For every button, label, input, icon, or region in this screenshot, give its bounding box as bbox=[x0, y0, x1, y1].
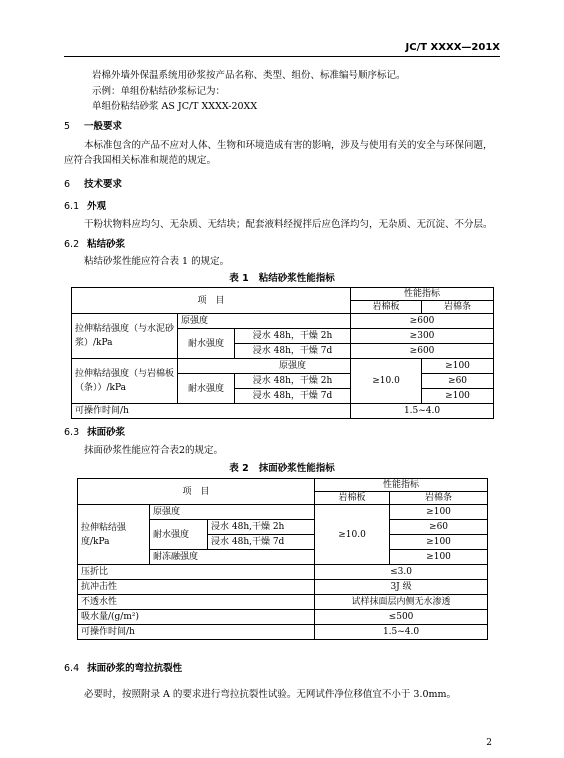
table-row bbox=[78, 505, 488, 520]
caption-number: 表 1 bbox=[229, 273, 249, 284]
header-rock-wool-strip: 岩棉条 bbox=[390, 492, 488, 505]
table-row bbox=[78, 625, 488, 640]
document-code: JC/T XXXX—201X bbox=[405, 42, 500, 53]
cell-value: ≥10.0 bbox=[315, 505, 390, 565]
section-number: 5 bbox=[64, 121, 71, 132]
row-label: 拉伸粘结强度（与水泥砂浆）/kPa bbox=[72, 314, 178, 359]
section-6-heading bbox=[64, 176, 122, 190]
cell-value: 3J 级 bbox=[315, 580, 488, 595]
condition-label: 浸水 48h，干燥 2h bbox=[235, 329, 351, 344]
section-title: 抹面砂浆的弯拉抗裂性 bbox=[87, 663, 183, 674]
cell-value: ≤3.0 bbox=[315, 565, 488, 580]
caption-title: 粘结砂浆性能指标 bbox=[258, 273, 335, 284]
condition-label: 浸水 48h,干燥 2h bbox=[208, 520, 315, 535]
cell-value: 试样抹面层内侧无水渗透 bbox=[315, 595, 488, 610]
cell-value: ≥100 bbox=[390, 505, 488, 520]
table-row bbox=[72, 288, 494, 301]
sub-label: 耐冻融强度 bbox=[150, 550, 315, 565]
header-rule bbox=[64, 56, 500, 57]
section-6-1-para: 干粉状物料应均匀、无杂质、无结块；配套液料经搅拌后应色泽均匀，无杂质、无沉淀、不分层。 bbox=[84, 219, 493, 230]
table-row bbox=[78, 595, 488, 610]
section-title: 抹面砂浆 bbox=[87, 427, 126, 438]
condition-label: 浸水 48h，干燥 7d bbox=[235, 344, 351, 359]
section-5-heading bbox=[64, 118, 122, 132]
section-number: 6.4 bbox=[64, 663, 80, 674]
section-6-1-heading bbox=[64, 198, 106, 212]
header-rock-wool-strip: 岩棉条 bbox=[422, 301, 494, 314]
cell-value: ≥100 bbox=[422, 389, 494, 404]
row-label: 拉伸粘结强度（与岩棉板（条））/kPa bbox=[72, 359, 178, 404]
row-label: 抗冲击性 bbox=[78, 580, 315, 595]
table-row bbox=[78, 610, 488, 625]
row-label: 不透水性 bbox=[78, 595, 315, 610]
table-row bbox=[72, 359, 494, 374]
header-item: 项 目 bbox=[78, 479, 315, 505]
cell-value: ≥100 bbox=[390, 550, 488, 565]
caption-title: 抹面砂浆性能指标 bbox=[258, 463, 335, 474]
section-6-2-heading bbox=[64, 236, 125, 250]
table-row bbox=[78, 580, 488, 595]
table-1-caption bbox=[0, 270, 564, 284]
header-performance: 性能指标 bbox=[351, 288, 494, 301]
intro-line-1: 岩棉外墙外保温系统用砂浆按产品名称、类型、组份、标准编号顺序标记。 bbox=[92, 70, 406, 81]
cell-value: ≥60 bbox=[390, 520, 488, 535]
row-label: 压折比 bbox=[78, 565, 315, 580]
header-item: 项 目 bbox=[72, 288, 351, 314]
section-6-3-heading bbox=[64, 424, 125, 438]
table-row bbox=[78, 479, 488, 492]
sub-label: 原强度 bbox=[150, 505, 315, 520]
sub-label: 原强度 bbox=[178, 359, 351, 374]
section-5-para-line-1: 本标准包含的产品不应对人体、生物和环境造成有害的影响，涉及与使用有关的安全与环保问题， bbox=[84, 140, 493, 151]
section-5-para-line-2: 应符合我国相关标准和规范的规定。 bbox=[64, 155, 217, 166]
section-6-3-para: 抹面砂浆性能应符合表2的规定。 bbox=[84, 445, 224, 456]
cell-value: ≥60 bbox=[422, 374, 494, 389]
row-label: 拉伸粘结强度/kPa bbox=[78, 505, 150, 565]
cell-value: 1.5~4.0 bbox=[351, 404, 494, 419]
sub-label: 耐水强度 bbox=[150, 520, 208, 550]
cell-value: ≥300 bbox=[351, 329, 494, 344]
condition-label: 浸水 48h，干燥 7d bbox=[235, 389, 351, 404]
section-number: 6 bbox=[64, 179, 71, 190]
cell-value: ≥600 bbox=[351, 344, 494, 359]
section-title: 粘结砂浆 bbox=[87, 239, 126, 250]
row-label: 吸水量/(g/m²) bbox=[78, 610, 315, 625]
sub-label: 耐水强度 bbox=[178, 329, 235, 359]
sub-label: 耐水强度 bbox=[178, 374, 235, 404]
table-1 bbox=[71, 287, 494, 419]
intro-line-2: 示例：单组份粘结砂浆标记为： bbox=[92, 86, 226, 97]
row-label: 可操作时间/h bbox=[72, 404, 351, 419]
cell-value: ≥600 bbox=[351, 314, 494, 329]
section-number: 6.2 bbox=[64, 239, 80, 250]
condition-label: 浸水 48h，干燥 2h bbox=[235, 374, 351, 389]
page-number: 2 bbox=[486, 738, 492, 748]
header-rock-wool-board: 岩棉板 bbox=[351, 301, 422, 314]
caption-number: 表 2 bbox=[229, 463, 249, 474]
section-title: 技术要求 bbox=[84, 179, 123, 190]
table-2-caption bbox=[0, 460, 564, 474]
cell-value: ≥100 bbox=[390, 535, 488, 550]
table-row bbox=[72, 314, 494, 329]
row-label: 可操作时间/h bbox=[78, 625, 315, 640]
header-performance: 性能指标 bbox=[315, 479, 488, 492]
section-number: 6.3 bbox=[64, 427, 80, 438]
condition-label: 浸水 48h,干燥 7d bbox=[208, 535, 315, 550]
cell-value: ≤500 bbox=[315, 610, 488, 625]
section-title: 外观 bbox=[87, 201, 107, 212]
section-6-4-para: 必要时，按照附录 A 的要求进行弯拉抗裂性试验。无网试件净位移值宜不小于 3.0mm。 bbox=[84, 689, 457, 700]
sub-label: 原强度 bbox=[178, 314, 351, 329]
table-row bbox=[78, 565, 488, 580]
header-rock-wool-board: 岩棉板 bbox=[315, 492, 390, 505]
cell-value: ≥100 bbox=[422, 359, 494, 374]
table-row bbox=[72, 404, 494, 419]
section-6-4-heading bbox=[64, 660, 182, 674]
cell-value: 1.5~4.0 bbox=[315, 625, 488, 640]
section-number: 6.1 bbox=[64, 201, 80, 212]
section-title: 一般要求 bbox=[84, 121, 123, 132]
intro-line-3: 单组份粘结砂浆 AS JC/T XXXX-20XX bbox=[92, 101, 258, 112]
section-6-2-para: 粘结砂浆性能应符合表 1 的规定。 bbox=[84, 256, 230, 267]
cell-value: ≥10.0 bbox=[351, 359, 422, 404]
table-2 bbox=[77, 478, 488, 640]
